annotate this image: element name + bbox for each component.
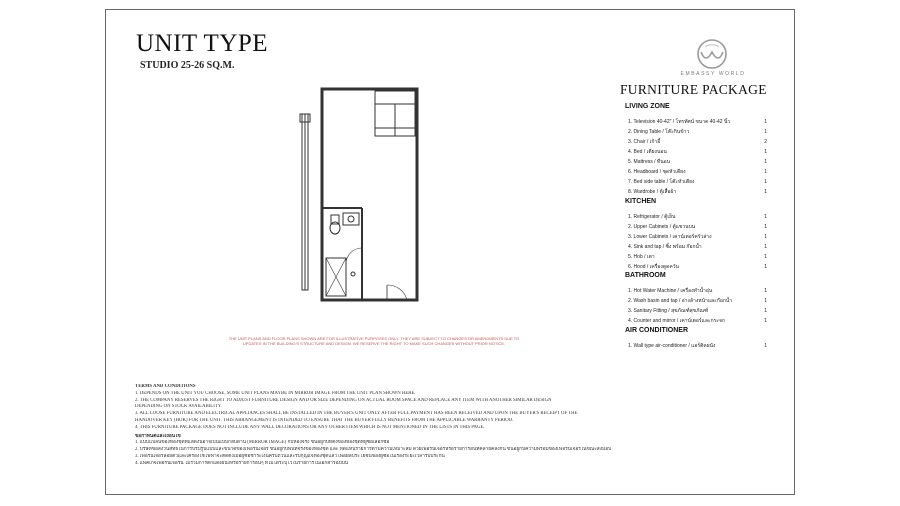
thai-terms-heading: ข้อกำหนดและเงื่อนไข bbox=[135, 433, 181, 439]
list-item: 4. Sink and tap / ซิ้ง พร้อม ก๊อกน้ำ 1 bbox=[628, 244, 767, 250]
thai-terms-line: 3. เฟอร์นิเจอร์ลอยตัวและเครื่องใช้ไฟฟ้าจะติดตั้งเมื่อผู้ซื้อชำระเงินครบถ้วนและรับกุญแจห้องชุดแล้ว เพื่อผลประโยชน์ของผู้ซื้อในเรื่องระยะเวลารับประกัน bbox=[135, 453, 445, 459]
terms-line: 4. THIS FURNITURE PACKAGE DOES NOT INCLUDE ANY WALL DECORATIONS OR ANY OTHER ITEM WHICH IS NOT MENTIONED IN THE LISTS IN THIS PAGE. bbox=[135, 424, 485, 430]
list-item: 1. Television 40-42" / โทรทัศน์ ขนาด 40-42 นิ้ว 1 bbox=[628, 119, 767, 125]
list-item: 3. Chair / เก้าอี้ 2 bbox=[628, 139, 767, 145]
list-item: 3. Lower Cabinets / เคาน์เตอร์ครัวล่าง 1 bbox=[628, 234, 767, 240]
list-item: 5. Hob / เตา 1 bbox=[628, 254, 767, 260]
section-heading: LIVING ZONE bbox=[625, 103, 670, 110]
logo-text: EMBASSY WORLD bbox=[680, 71, 746, 77]
furniture-package-title: FURNITURE PACKAGE bbox=[620, 82, 767, 97]
list-item: 4. Counter and mirror / เคาน์เตอร์และกระจก 1 bbox=[628, 318, 767, 324]
wash-basin bbox=[343, 213, 359, 225]
terms-line: 2. THE COMPANY RESERVES THE RIGHT TO ADJUST FURNITURE DESIGN AND OR SIZE DEPENDING ON ACTUAL ROOM SPACE AND REPLACE ANY ITEM WITH ANOTHER SIMILAR DESIGN bbox=[135, 397, 552, 403]
list-item: 1. Hot Water Machine / เครื่องทำน้ำอุ่น 1 bbox=[628, 288, 767, 294]
terms-line: HANDOVER KEY (HOK) FOR THE UNIT. THIS ARRANGEMENT IS INTENDED TO ENSURE THAT THE BUYER FULLY BENEFITS FROM THE APPLICABLE WARRANTY PERIOD. bbox=[135, 417, 514, 423]
brochure-page bbox=[105, 9, 795, 495]
thai-terms-line: 4. แพ็คเกจเฟอร์นิเจอร์นี้ ไม่รวมการตกแต่งผนังหรือรายการอื่นๆ ที่ไม่ได้ระบุไว้ในรายการในเอกสารฉบับนี้ bbox=[135, 460, 349, 466]
list-item: 8. Wardrobe / ตู้เสื้อผ้า 1 bbox=[628, 189, 767, 195]
list-item: 2. Dining Table / โต๊ะกินข้าว 1 bbox=[628, 129, 767, 135]
air-conditioner-section bbox=[625, 327, 775, 351]
thai-terms-line: 1. แบบแปลนของห้องชุดที่แสดงนี้อาจเป็นแบบกลับด้าน (MIRROR IMAGE) กับห้องจริง ขึ้นอยู่กับที่ตั้งของห้องชุดที่ผู้ซื้อเลือกซื้อ bbox=[135, 440, 390, 446]
list-item: 5. Mattress / ที่นอน 1 bbox=[628, 159, 767, 165]
list-item: 7. Bed side table / โต๊ะหัวเตียง 1 bbox=[628, 179, 767, 185]
list-item: 4. Bed / เตียงนอน 1 bbox=[628, 149, 767, 155]
floor-plan-drawing bbox=[286, 78, 486, 323]
list-item: 6. Headboard / ชุดหัวเตียง 1 bbox=[628, 169, 767, 175]
terms-heading: TERMS AND CONDITIONS bbox=[135, 384, 196, 389]
list-item: 2. Wash basin and tap / อ่างล้างหน้าและก๊อกน้ำ 1 bbox=[628, 298, 767, 304]
list-item: 6. Hood / เครื่องดูดควัน 1 bbox=[628, 264, 767, 270]
thai-terms-line: 2. บริษัทขอสงวนสิทธิ์ในการปรับรูปแบบและขนาดของเฟอร์นิเจอร์ ขึ้นอยู่กับพื้นที่จริงของห้องชุด และ ทดแทนรายการตามความเหมาะสม ด้วยเฟอร์นิเจอร์หรือรายการอื่นที่คล้ายคลึงกัน ขึ้นอยู่กับความพร้อมของเฟอร์นิเจอร์ในขณะส่งมอบ bbox=[135, 447, 612, 453]
section-heading: KITCHEN bbox=[625, 198, 657, 205]
section-heading: AIR CONDITIONER bbox=[625, 327, 688, 334]
unit-size-subtitle: STUDIO 25-26 SQ.M. bbox=[140, 60, 235, 71]
terms-and-conditions bbox=[135, 384, 785, 468]
living-zone-section bbox=[625, 103, 775, 197]
list-item: 1. Wall type air-conditioner / แอร์ติดผนัง 1 bbox=[628, 343, 767, 349]
list-item: 3. Sanitary Fitting / สุขภัณฑ์สุขภัณฑ์ 1 bbox=[628, 308, 767, 314]
kitchen-section bbox=[625, 198, 775, 272]
section-heading: BATHROOM bbox=[625, 272, 666, 279]
terms-line: DEPENDING ON STOCK AVAILABILITY. bbox=[135, 404, 222, 410]
page-title: UNIT TYPE bbox=[136, 30, 269, 57]
list-item: 2. Upper Cabinets / ตู้แขวนบน 1 bbox=[628, 224, 767, 230]
terms-line: 3. ALL LOOSE FURNITURE AND ELECTRICAL APPLIANCES SHALL BE INSTALLED IN THE BUYER'S UNIT ONLY AFTER FULL PAYMENT HAS BEEN RECEIVED AND UPON THE BUYER'S RECEIPT OF THE bbox=[135, 411, 578, 417]
bathroom-section bbox=[625, 272, 775, 326]
terms-line: 1. DEPENDS ON THE UNIT YOU CHOOSE, SOME UNIT PLANS MAYBE IN MIRROR IMAGE FROM THE UNIT PLAN SHOWN HERE. bbox=[135, 390, 416, 396]
plan-disclaimer: THE UNIT PLANS AND FLOOR PLANS SHOWN ARE FOR ILLUSTRATIVE PURPOSES ONLY. THEY ARE SUBJECT TO CHANGES OR AMENDMENTS DUE TO UPDATES IN THE BUILDING'S STRUCTURE AND DESIGN. WE RESERVE THE RIGHT TO MAKE SUCH CHANGES WITHOUT PRIOR NOTICE. bbox=[228, 336, 520, 346]
list-item: 1. Refrigerator / ตู้เย็น 1 bbox=[628, 214, 767, 220]
